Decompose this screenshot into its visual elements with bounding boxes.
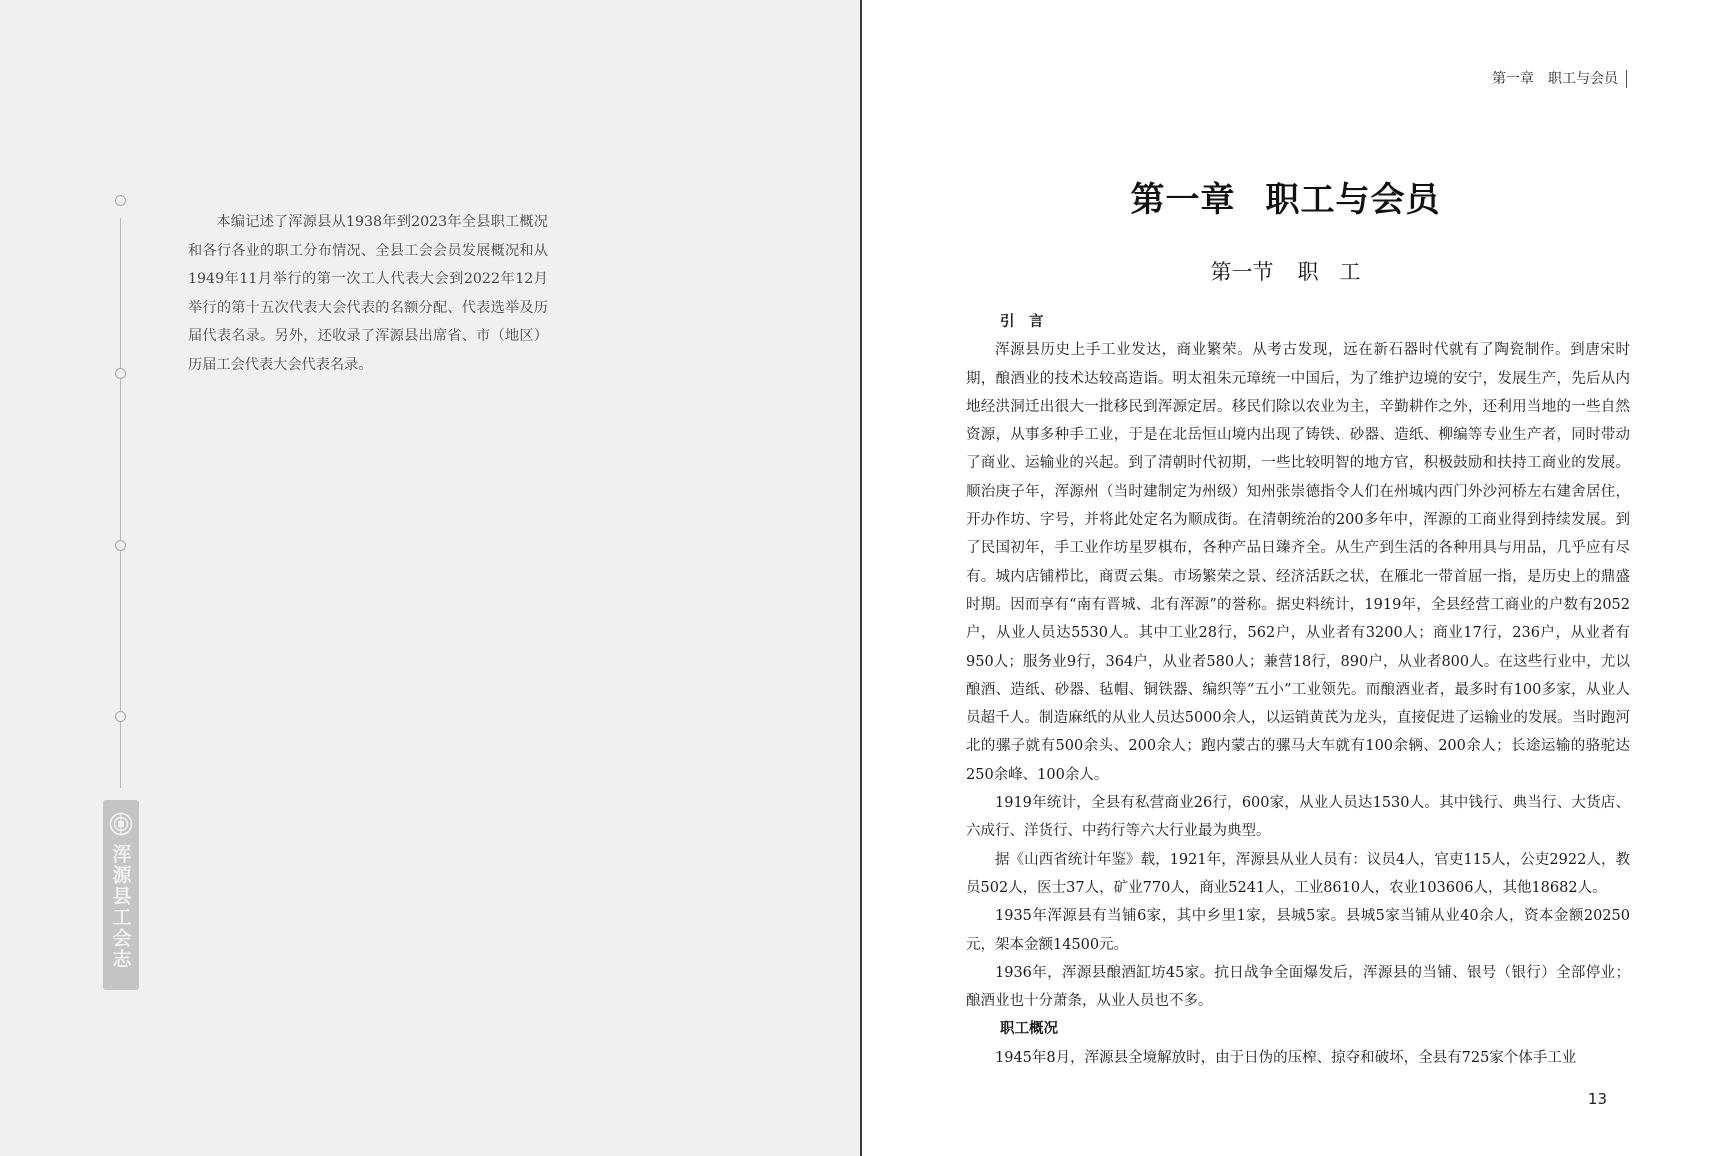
section-name: 职 工 [1297, 260, 1361, 284]
rail-node-icon [115, 711, 126, 722]
body-paragraph: 1919年统计，全县有私营商业26行，600家，从业人员达1530人。其中钱行、典当行、大货店、六成行、洋货行、中药行等六大行业最为典型。 [966, 795, 1630, 840]
subhead-overview: 职工概况 [1000, 1021, 1058, 1038]
page-number: 13 [1587, 1090, 1607, 1108]
body-text [966, 308, 1630, 1072]
running-head-chapter: 第一章 [1492, 71, 1534, 87]
chapter-title [862, 172, 1709, 221]
section-number: 第一节 [1210, 260, 1274, 284]
running-head-title: 职工与会员 [1548, 71, 1618, 87]
body-paragraph: 浑源县历史上手工业发达，商业繁荣。从考古发现，远在新石器时代就有了陶瓷制作。到唐宋时期，酿酒业的技术达较高造诣。明太祖朱元璋统一中国后，为了维护边境的安宁，发展生产，先后从内地经洪洞迁出很大一批移民到浑源定居。移民们除以农业为主，辛勤耕作之外，还利用当地的一些自然资源，从事多种手工业，于是在北岳恒山境内出现了铸铁、砂器、造纸、柳编等专业生产者，同时带动了商业、运输业的兴起。到了清朝时代初期，一些比较明智的地方官，积极鼓励和扶持工商业的发展。顺治庚子年，浑源州（当时建制定为州级）知州张崇德指令人们在州城内西门外沙河桥左右建舍居住，开办作坊、字号，并将此处定名为顺成街。在清朝统治的200多年中，浑源的工商业得到持续发展。到了民国初年，手工业作坊星罗棋布，各种产品日臻齐全。从生产到生活的各种用具与用品，几乎应有尽有。城内店铺栉比，商贾云集。市场繁荣之景、经济活跃之状，在雁北一带首屈一指，是历史上的鼎盛时期。因而享有“南有晋城、北有浑源”的誉称。据史料统计，1919年，全县经营工商业的户数有2052户，从业人员达5530人。其中工业28行，562户，从业者有3200人；商业17行，236户，从业者有950人；服务业9行，364户，从业者580人；兼营18行，890户，从业者800人。在这些行业中，尤以酿酒、造纸、砂器、毡帽、铜铁器、编织等“五小”工业领先。而酿酒业者，最多时有100多家，从业人员超千人。制造麻纸的从业人员达5000余人，以运销黄芪为龙头，直接促进了运输业的发展。当时跑河北的骡子就有500余头、200余人；跑内蒙古的骡马大车就有100余辆、200余人；长途运输的骆驼达250余峰、100余人。 [966, 342, 1630, 783]
rail-node-icon [115, 195, 126, 206]
union-emblem-icon [109, 812, 133, 836]
part-intro-text: 本编记述了浑源县从1938年到2023年全县职工概况和各行各业的职工分布情况、全县工会会员发展概况和从1949年11月举行的第一次工人代表大会到2022年12月举行的第十五次代表大会代表的名额分配、代表选举及历届代表名录。另外，还收录了浑源县出席省、市（地区）历届工会代表大会代表名录。 [188, 214, 548, 373]
right-page [862, 0, 1709, 1156]
decorative-rail-line [120, 218, 121, 788]
chapter-name: 职工与会员 [1265, 180, 1441, 220]
section-title [862, 256, 1709, 286]
book-title-vertical: 浑源县工会志 [109, 844, 132, 970]
running-head [1492, 70, 1627, 88]
chapter-number: 第一章 [1130, 180, 1236, 220]
body-paragraph: 据《山西省统计年鉴》载，1921年，浑源县从业人员有：议员4人，官吏115人，公吏2922人，教员502人，医士37人，矿业770人，商业5241人，工业8610人，农业103606人，其他18682人。 [966, 851, 1630, 896]
subhead-intro: 引 言 [1000, 314, 1044, 330]
vertical-title-badge [103, 800, 139, 990]
body-paragraph: 1936年，浑源县酿酒缸坊45家。抗日战争全面爆发后，浑源县的当铺、银号（银行）全部停业；酿酒业也十分萧条，从业人员也不多。 [966, 964, 1630, 1010]
rail-node-icon [115, 368, 126, 379]
body-paragraph: 1935年浑源县有当铺6家，其中乡里1家，县城5家。县城5家当铺从业40余人，资本金额20250元，架本金额14500元。 [966, 908, 1630, 953]
rail-node-icon [115, 540, 126, 551]
body-paragraph: 1945年8月，浑源县全境解放时，由于日伪的压榨、掠夺和破坏，全县有725家个体手工业 [995, 1049, 1577, 1066]
